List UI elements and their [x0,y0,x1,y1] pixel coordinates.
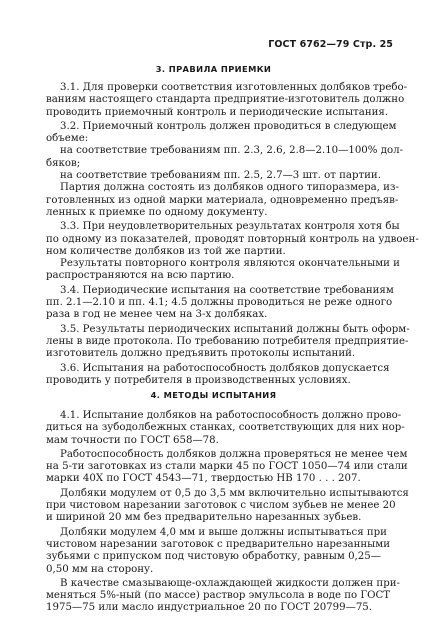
text-line: зубьями с припуском под чистовую обработку, равным 0,25— [46,551,381,563]
text-line: на соответствие требованиям пп. 2.5, 2.7—3 шт. от партии. [60,170,381,182]
text-line: Работоспособность долбяков должна проверяться не менее чем [60,448,408,460]
text-line: 3.2. Приемочный контроль должен проводиться в следующем [60,120,397,132]
text-line: раза в год не менее чем на 3-х долбяках. [46,309,268,321]
text-line: 1975—75 или масло индустриальное 20 по ГОСТ 20799—75. [46,602,373,614]
text-line: проводить у потребителя в производственных условиях. [46,374,351,386]
text-line: Долбяки модулем от 0,5 до 3,5 мм включительно испытываются [60,487,409,499]
text-line: 4.1. Испытание долбяков на работоспособность должно прово- [60,410,402,421]
text-line: меняться 5%-ный (по массе) раствор эмульсола в воде по ГОСТ [46,590,391,602]
text-line: по одному из показателей, проводят повторный контроль на удвоен- [46,233,419,245]
section-3-body [46,82,419,387]
text-line: Долбяки модулем 4,0 мм и выше должны испытываться при [60,526,387,538]
text-line: пп. 2.1—2.10 и пп. 4.1; 4.5 должны проводиться не реже одного [46,297,393,309]
text-line: проводить приемочный контроль и периодические испытания. [46,106,389,118]
text-line: марки 40Х по ГОСТ 4543—71, твердостью НВ 170 . . . 207. [46,473,361,485]
text-line: распространяются на всю партию. [46,270,235,282]
text-line: 0,50 мм на сторону. [46,563,154,575]
text-line: и шириной 20 мм без предварительно нарезанных зубьев. [46,512,362,524]
text-line: при чистовом нарезании заготовок с числом зубьев не менее 20 [46,500,396,512]
text-line: ваниям настоящего стандарта предприятие-изготовитель должно [46,94,405,106]
text-line: изготовитель должно предъявить протоколы испытаний. [46,348,356,360]
text-line: 3.5. Результаты периодических испытаний должны быть оформ- [60,323,410,335]
text-line: лены в виде протокола. По требованию потребителя предприятие- [46,335,409,347]
section-3-heading: 3. ПРАВИЛА ПРИЕМКИ [155,64,272,74]
text-line: 3.4. Периодические испытания на соответствие требованиям [60,284,394,296]
text-line: ном количестве долбяков из той же партии. [46,245,286,257]
text-line: 3.3. При неудовлетворительных результатах контроля хотя бы [60,221,400,233]
text-line: на соответствие требованиям пп. 2.3, 2.6, 2.8—2.10—100% дол- [60,145,404,157]
text-line: бяков; [46,157,81,169]
text-line: Партия должна состоять из долбяков одного типоразмера, из- [60,182,399,194]
section-4-body [46,410,409,615]
text-line: В качестве смазывающе-охлаждающей жидкости должен при- [60,577,400,589]
text-line: готовленных из одной марки материала, одновременно предъяв- [46,194,399,206]
text-line: на 5-ти заготовках из стали марки 45 по ГОСТ 1050—74 или стали [46,461,408,473]
text-line: 3.6. Испытания на работоспособность долбяков допускается [60,362,390,374]
section-4-heading: 4. МЕТОДЫ ИСПЫТАНИЯ [150,390,277,400]
text-line: 3.1. Для проверки соответствия изготовленных долбяков требо- [60,82,408,93]
text-line: Результаты повторного контроля являются окончательными и [60,258,400,270]
text-line: чистовом нарезании заготовок с предварительно нарезанными [46,538,390,550]
text-line: объеме: [46,133,89,145]
text-line: ленных к приемке по одному документу. [46,206,268,218]
text-line: диться на зубодолбежных станках, соответствующих для них нор- [46,422,405,434]
text-line: мам точности по ГОСТ 658—78. [46,434,219,446]
page-header: ГОСТ 6762—79 Стр. 25 [268,39,393,50]
